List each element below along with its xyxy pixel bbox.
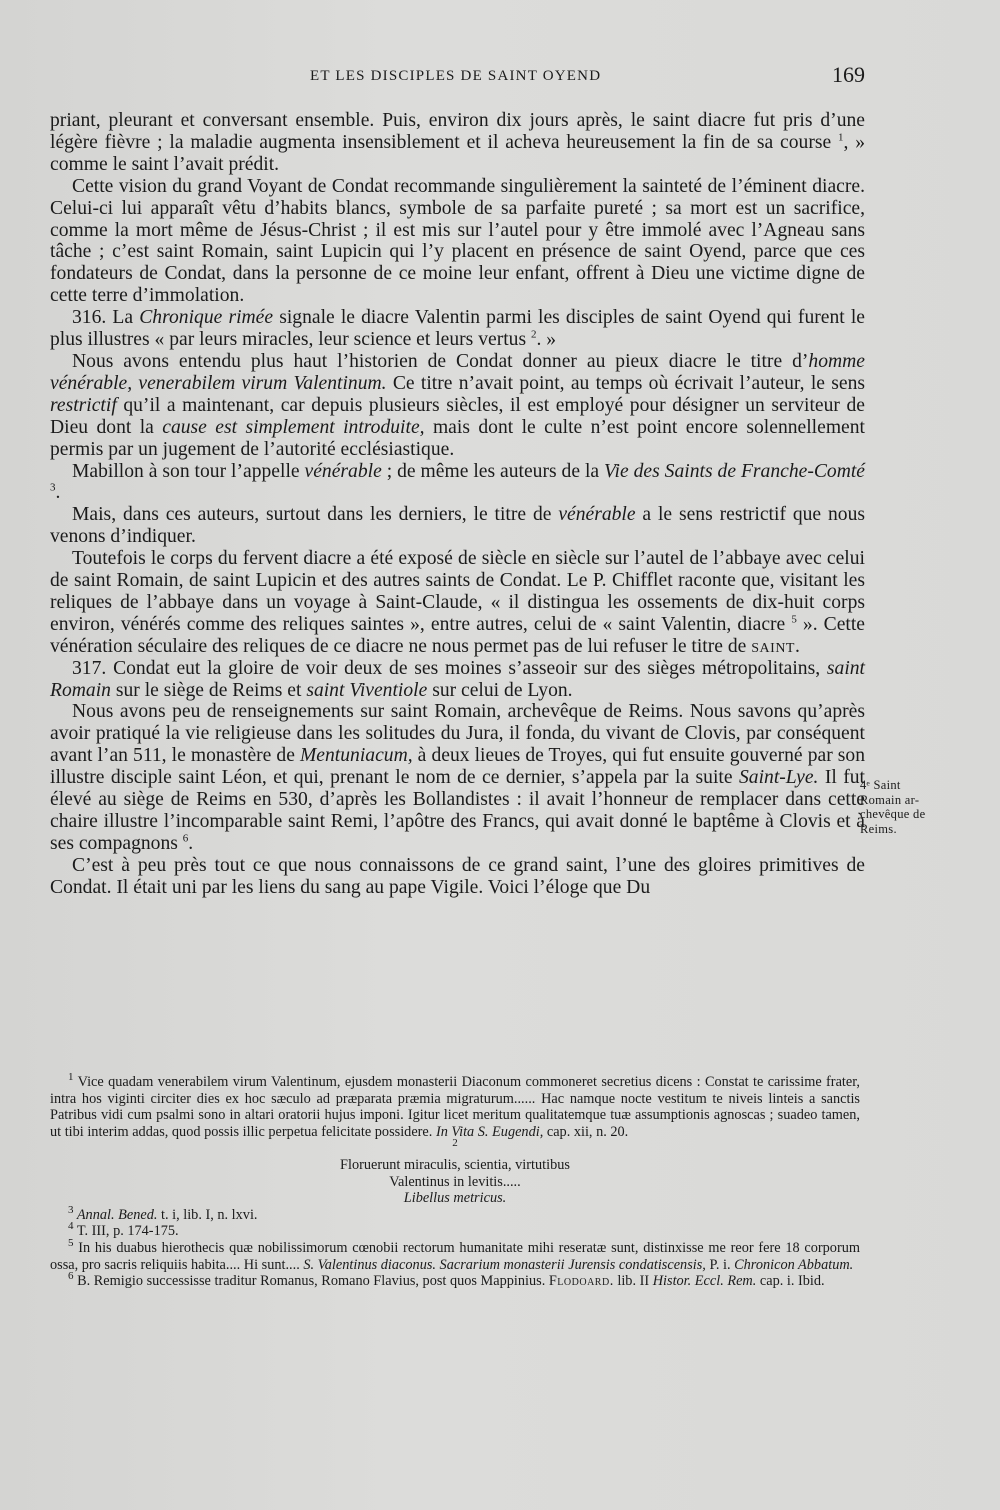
footnote-6 xyxy=(50,1270,860,1290)
text-span: Ce titre n’avait point, au temps où écrivait l’auteur, le sens xyxy=(386,372,865,394)
paragraph-4 xyxy=(50,351,865,461)
italic-span: Annal. Bened. xyxy=(73,1206,158,1223)
paragraph-1 xyxy=(50,110,865,176)
italic-span: homme vénérable, venerabilem virum Valentinum. xyxy=(50,350,865,394)
footnote-4 xyxy=(50,1220,860,1240)
running-head: ET LES DISCIPLES DE SAINT OYEND xyxy=(310,68,602,84)
footnote-ref: 5 xyxy=(791,613,797,626)
margin-note-line: Romain ar- xyxy=(860,792,920,807)
italic-span: vénérable xyxy=(304,460,382,482)
italic-span: Vie des Saints de Franche-Comté xyxy=(604,460,866,482)
text-span: à deux lieues de Troyes, qui fut ensuite gouverné par son illustre disciple saint Léon, et qui, prenant le nom de ce dernier, s’appela par la suite xyxy=(50,745,865,789)
paragraph-9 xyxy=(50,701,865,854)
main-text xyxy=(50,110,865,899)
verse-line xyxy=(50,1137,860,1173)
italic-span: restrictif xyxy=(50,394,117,416)
footnote-number: 2 xyxy=(452,1137,458,1150)
footnote-ref: 6 xyxy=(182,832,189,845)
text-span: , » comme le saint l’avait prédit. xyxy=(50,131,866,175)
italic-span: Histor. Eccl. Rem. xyxy=(652,1273,757,1290)
italic-span: Libellus metricus. xyxy=(403,1190,507,1207)
italic-span: vénérable xyxy=(558,504,636,526)
text-span: cap. i. Ibid. xyxy=(756,1273,825,1290)
footnote-2 xyxy=(50,1137,860,1207)
text-span: sur le siège de Reims et xyxy=(110,679,307,701)
text-span: lib. II xyxy=(613,1273,653,1290)
footnote-3 xyxy=(50,1203,860,1224)
verse-line: Valentinus in levitis..... xyxy=(389,1173,521,1190)
footnote-ref: 1 xyxy=(838,131,844,144)
text-span: a le sens restrictif que nous venons d’indiquer. xyxy=(50,504,865,548)
text-span: Nous avons entendu plus haut l’historien de Condat donner au pieux diacre le titre d’ xyxy=(72,350,809,372)
text-span: . » xyxy=(536,329,557,351)
text-span: Il fut élevé au siège de Reims en 530, d’après les Bollandistes : il avait l’honneur de remplacer dans cette chaire illustre l’incomparable saint Remi, l’apôtre des Francs, qui avait donné le baptême à Clovis et à ses compagnons xyxy=(50,767,865,854)
text-span: signale le diacre Valentin parmi les disciples de saint Oyend qui furent le plus illustres « par leurs miracles, leur science et leurs vertus xyxy=(50,307,865,351)
footnote-number: 3 xyxy=(68,1203,74,1216)
page-header xyxy=(60,62,865,92)
paragraph-2: Cette vision du grand Voyant de Condat recommande singulièrement la sainteté de l’éminent diacre. Celui-ci lui apparaît vêtu d’habits blancs, symbole de sa parfaite pureté ; sa mort est un sacrifice, comme la mort même de Jésus-Christ ; il est mis sur l’autel pour y être immolé avec l’Agneau sans tâche ; c’est saint Romain, saint Lupicin qui l’y placent en présence de saint Oyend, parce que ces fondateurs de Condat, dans la personne de ce moine leur enfant, offrent à Dieu une victime digne de cette terre d’immolation. xyxy=(50,175,865,307)
footnote-ref: 3 xyxy=(50,481,56,494)
footnote-number: 6 xyxy=(68,1270,74,1283)
paragraph-10: C’est à peu près tout ce que nous connaissons de ce grand saint, l’une des gloires primitives de Condat. Il était uni par les liens du sang au pape Vigile. Voici l’éloge que Du xyxy=(50,854,865,898)
footnotes xyxy=(50,1071,860,1290)
footnote-number: 5 xyxy=(68,1237,74,1250)
text-span: sur celui de Lyon. xyxy=(427,679,573,701)
text-span: Nous avons peu de renseignements sur saint Romain, archevêque de Reims. Nous savons qu’après avoir pratiqué la vie religieuse dans les solitudes du Jura, il fonda, du vivant de Clovis, par conséquent avant l’an 511, le monastère de xyxy=(50,701,865,767)
text-span: . xyxy=(795,635,800,657)
text-span: priant, pleurant et conversant ensemble. Puis, environ dix jours après, le saint diacre fut pris d’une légère fièvre ; la maladie augmenta insensiblement et il acheva heureusement la fin de sa course xyxy=(50,110,865,153)
paragraph-316 xyxy=(50,307,865,351)
text-span: . xyxy=(188,832,194,854)
verse-line xyxy=(50,1190,860,1207)
text-span: mais dont le culte n’est point encore solennellement permis par un jugement de l’autorité ecclésiastique. xyxy=(50,416,865,460)
text-span: P. i. xyxy=(705,1256,735,1273)
text-span: 316. La xyxy=(72,307,140,329)
text-span: B. Remigio successisse traditur Romanus, Romano Flavius, post quos Mappinius. xyxy=(73,1273,549,1290)
small-caps-span: Flodoard. xyxy=(548,1273,614,1290)
text-span: Vice quadam venerabilem virum Valentinum, ejusdem monasterii Diaconum commoneret secretius dicens : Constat te carissime frater, intra hos viginti circiter dies ex hoc sæculo ad præparata præmia migraturum...... Hac namque nocte vestitum te niveis linteis a sanctis Patribus vidi cum psalmi sono in altari oratorii hujus imponi. Igitur licet meritum qualitatemque tuæ assumptionis agnoscas ; suadeo tamen, ut tibi interim addas, quod possis illic perpetua felicitate possidere. xyxy=(50,1074,860,1140)
text-span: T. III, p. 174-175. xyxy=(73,1223,179,1240)
text-span: . xyxy=(55,482,61,504)
footnote-5 xyxy=(50,1237,860,1273)
text-span: Mais, dans ces auteurs, surtout dans les derniers, le titre de xyxy=(72,504,559,526)
italic-span: saint Viventiole xyxy=(306,679,428,701)
italic-span: Chronicon Abbatum. xyxy=(734,1256,854,1273)
italic-span: S. Valentinus diaconus. Sacrarium monasterii Jurensis condatiscensis, xyxy=(303,1256,706,1273)
text-span: 317. Condat eut la gloire de voir deux de ses moines s’asseoir sur des sièges métropolitains, xyxy=(72,657,827,679)
margin-note-line: 4ᵉ Saint xyxy=(860,778,901,792)
paragraph-317 xyxy=(50,658,865,702)
text-span: In his duabus hierothecis quæ nobilissimorum cœnobii rectorum humanitate mihi reseratæ sunt, distinxisse me reor fere 18 corporum ossa, pro sacris reliquiis habita.... Hi sunt.... xyxy=(50,1239,860,1273)
italic-span: In Vita S. Eugendi, xyxy=(435,1123,544,1140)
margin-note-line: chevêque de xyxy=(860,807,926,821)
text-span: Floruerunt miraculis, scientia, virtutibus xyxy=(340,1156,570,1173)
text-span: t. i, lib. I, n. lxvi. xyxy=(157,1206,258,1223)
italic-span: cause est simplement introduite, xyxy=(162,416,425,438)
footnote-ref: 2 xyxy=(531,328,537,341)
margin-note xyxy=(860,778,952,836)
footnote-number: 1 xyxy=(68,1071,74,1084)
paragraph-5 xyxy=(50,461,865,505)
text-span: Mabillon à son tour l’appelle xyxy=(72,460,305,482)
page-number: 169 xyxy=(832,62,865,87)
margin-note-line: Reims. xyxy=(860,821,897,836)
text-span: cap. xii, n. 20. xyxy=(543,1123,629,1140)
italic-span: Chronique rimée xyxy=(139,307,274,329)
italic-span: Saint-Lye. xyxy=(739,767,819,789)
paragraph-6 xyxy=(50,504,865,548)
text-span: ». Cette vénération séculaire des reliques de ce diacre ne nous permet pas de lui refuser le titre de xyxy=(50,613,866,657)
text-span: ; de même les auteurs de la xyxy=(381,460,605,482)
italic-span: saint Romain xyxy=(50,657,865,701)
text-span: Toutefois le corps du fervent diacre a été exposé de siècle en siècle sur l’autel de l’abbaye avec celui de saint Romain, de saint Lupicin et des autres saints de Condat. Le P. Chifflet raconte que, visitant les reliques de l’abbaye dans un voyage à Saint-Claude, « il distingua les ossements de dix-huit corps environ, vénérés comme des reliques saintes », entre autres, celui de « saint Valentin, diacre xyxy=(50,548,865,635)
footnote-1 xyxy=(50,1071,860,1140)
small-caps-span: saint xyxy=(751,635,795,657)
italic-span: Mentuniacum, xyxy=(299,745,413,767)
paragraph-7 xyxy=(50,548,865,658)
footnote-number: 4 xyxy=(68,1220,74,1233)
text-span: qu’il a maintenant, car depuis plusieurs siècles, il est employé pour désigner un serviteur de Dieu dont la xyxy=(50,394,865,438)
